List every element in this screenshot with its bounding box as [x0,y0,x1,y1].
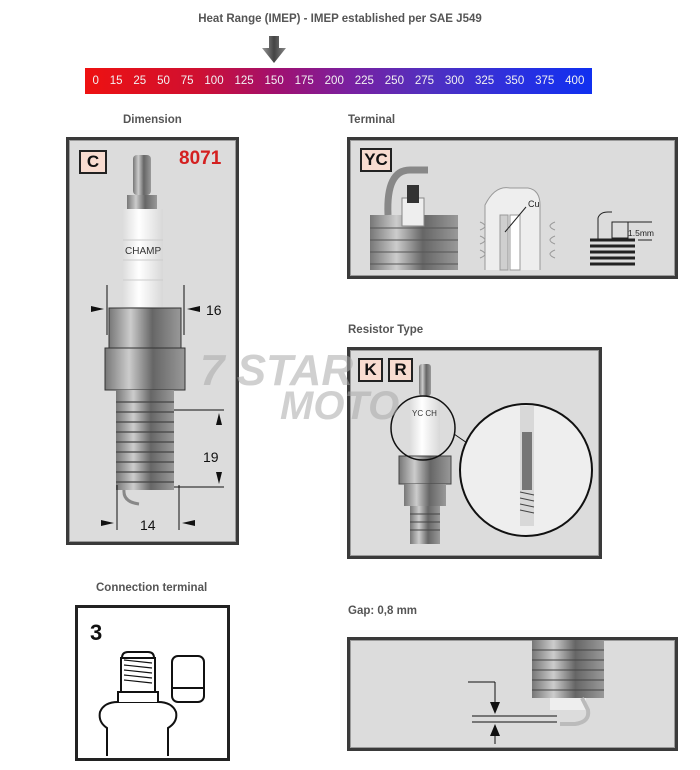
connection-code: 3 [90,620,103,645]
brand-text: CHAMP [125,246,162,257]
scale-tick: 375 [535,75,555,87]
scale-tick: 325 [474,75,495,87]
scale-tick: 225 [354,75,374,87]
scale-tick: 275 [414,75,435,87]
scale-tick: 75 [180,75,194,87]
scale-tick: 400 [565,75,585,87]
scale-tick: 350 [505,75,525,87]
scale-tick: 250 [384,75,404,87]
gap-heading: Gap: 0,8 mm [348,605,418,617]
resistor-code-badge-k: K [358,358,383,382]
heat-range-scale [85,68,592,94]
connection-panel [75,605,230,761]
dimension-code-badge: C [79,150,107,174]
thread-reach-label: 19 [203,449,219,465]
projection-label: 1.5mm [628,228,654,238]
thread-diameter-label: 14 [140,517,156,533]
resistor-code-badge-r: R [388,358,413,382]
gap-panel [347,637,678,751]
scale-tick: 150 [264,75,284,87]
connection-terminal-drawing [78,608,227,758]
scale-tick: 50 [157,75,170,87]
scale-tick: 100 [204,75,224,87]
terminal-drawings [350,140,675,276]
connection-heading: Connection terminal [96,582,208,594]
spark-plug-dimension-drawing [69,140,236,542]
scale-tick: 175 [294,75,314,87]
dimension-panel [66,137,239,545]
svg-text:7 STAR: 7 STAR [200,346,354,395]
scale-tick: 125 [234,75,254,87]
scale-tick: 300 [444,75,465,87]
resistor-drawing [350,350,599,556]
scale-tick: 200 [324,75,344,87]
svg-text:MOTO: MOTO [280,384,400,420]
hex-size-label: 16 [206,302,222,318]
heat-range-title: Heat Range (IMEP) - IMEP established per SAE J549 [198,13,482,25]
resistor-heading: Resistor Type [348,324,424,336]
scale-tick: 25 [133,75,147,87]
part-number: 8071 [179,148,222,169]
down-arrow-icon [262,36,286,63]
resistor-panel [347,347,602,559]
terminal-panel [347,137,678,279]
copper-core-label: Cu [528,199,540,209]
terminal-heading: Terminal [348,114,396,126]
dimension-heading: Dimension [123,114,182,126]
svg-text:YC CH: YC CH [412,409,437,418]
scale-tick: 0 [92,75,99,87]
gap-drawing [350,640,675,748]
scale-tick: 15 [109,75,123,87]
terminal-code-badge: YC [360,148,392,172]
